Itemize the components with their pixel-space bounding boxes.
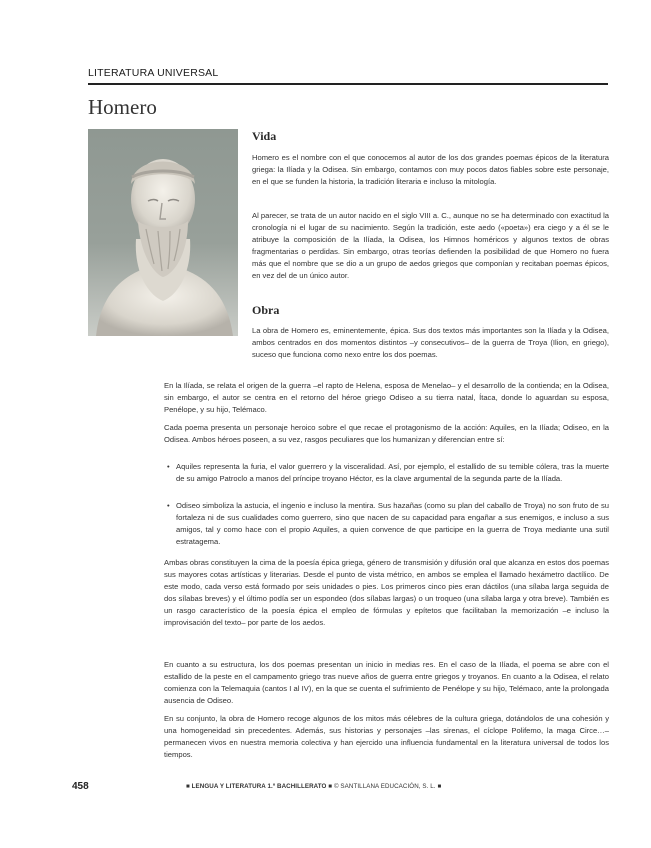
obra-paragraph-5: En cuanto a su estructura, los dos poemas presentan un inicio in medias res. En el caso de la Ilíada, el poema se abre con el estallido de la peste en el campamento griego tras nueve años de guerra entre griegos y troyanos. En cuanto a la Odisea, el relato comienza con la Telemaquia (cantos I al IV), en la que se cuenta el sufrimiento de Penélope y su hijo, Telémaco, ante la prolongada ausencia de Odiseo. <box>164 660 609 706</box>
bullet-text-odiseo: Odiseo simboliza la astucia, el ingenio e incluso la mentira. Sus hazañas (como su plan del caballo de Troya) no son fruto de su fortaleza ni de sus cualidades como guerrero, sino que nacen de su capacidad para engañar a sus enemigos, e incluso a sus amigos, tal y como hace con el propio Aquiles, a quien convence de que participe en la guerra de Troya mediante una sutil estratagema. <box>176 501 609 547</box>
footer-publisher: © SANTILLANA EDUCACIÓN, S. L. <box>333 783 436 790</box>
square-icon: ■ <box>186 783 190 790</box>
obra-paragraph-4: Ambas obras constituyen la cima de la poesía épica griega, género de transmisión y difusión oral que alcanza en estos dos poemas sus mayores cotas artísticas y literarias. Desde el punto de vista métrico, en ambos se emplea el llamado hexámetro dactílico. De este modo, cada verso está formado por seis unidades o pies. Los primeros cinco pies eran dáctilos (una sílaba larga seguida de dos sílabas breves) y el último podía ser un espondeo (dos sílabas largas) o un troqueo (una sílaba larga y otra breve). También es un rasgo característico de la poesía épica el empleo de fórmulas y epítetos que facilitaban la memorización –e incluso la improvisación del texto– por parte de los aedos. <box>164 558 609 628</box>
vida-paragraph-1: Homero es el nombre con el que conocemos al autor de los dos grandes poemas épicos de la literatura griega: la Ilíada y la Odisea. Sin embargo, contamos con muy pocos datos fiables sobre este personaje, en el que se funden la historia, la tradición literaria e incluso la mitología. <box>252 153 609 187</box>
list-item <box>167 500 609 548</box>
page-number: 458 <box>72 781 89 792</box>
bullet-text-aquiles: Aquiles representa la furia, el valor guerrero y la visceralidad. Así, por ejemplo, el estallido de su temible cólera, tras la muerte de su amigo Patroclo a manos del príncipe troyano Héctor, es la clave argumental de la segunda parte de la Ilíada. <box>176 462 609 484</box>
footer-credits <box>186 783 441 790</box>
vida-paragraph-2: Al parecer, se trata de un autor nacido en el siglo VIII a. C., aunque no se ha determinado con exactitud la cronología ni el lugar de su nacimiento. Según la tradición, este aedo («poeta») era ciego y a él se le atribuye la composición de la Ilíada, la Odisea, los Himnos homéricos y algunos textos de obras fragmentarias o perdidas. Sin embargo, otras teorías defienden la posibilidad de que Homero no fuera más que el nombre que se dio a un grupo de aedos griegos que componían y recitaban poemas épicos, en vez del de un único autor. <box>252 211 609 281</box>
section-title-vida: Vida <box>252 129 277 143</box>
list-item <box>167 461 609 485</box>
obra-paragraph-3: Cada poema presenta un personaje heroico sobre el que recae el protagonismo de la acción: Aquiles, en la Ilíada; Odiseo, en la Odisea. Ambos héroes poseen, a su vez, rasgos peculiares que los humanizan y diferencian entre sí: <box>164 423 609 445</box>
page-title: Homero <box>88 95 157 119</box>
section-title-obra: Obra <box>252 303 280 317</box>
section-label: LITERATURA UNIVERSAL <box>88 67 219 79</box>
footer-book: LENGUA Y LITERATURA 1.º BACHILLERATO <box>191 783 327 790</box>
obra-paragraph-6: En su conjunto, la obra de Homero recoge algunos de los mitos más célebres de la cultura griega, dotándolos de una cohesión y una homogeneidad sin precedentes. Además, sus historias y personajes –las sirenas, el cíclope Polifemo, la maga Circe…– permanecen vivos en nuestra memoria colectiva y han ejercido una influencia fundamental en la literatura universal de todos los tiempos. <box>164 714 609 760</box>
homer-bust-image <box>88 129 238 336</box>
bullet-icon: • <box>167 462 170 471</box>
header-divider <box>88 83 608 85</box>
square-icon: ■ <box>328 783 333 790</box>
obra-paragraph-1: La obra de Homero es, eminentemente, épica. Sus dos textos más importantes son la Ilíada y la Odisea, ambos centrados en dos momentos distintos –y consecutivos– de la guerra de Troya (Ilion, en griego), suceso que funciona como nexo entre los dos poemas. <box>252 326 609 360</box>
obra-paragraph-2: En la Ilíada, se relata el origen de la guerra –el rapto de Helena, esposa de Menelao– y el desarrollo de la contienda; en la Odisea, sin embargo, el autor se centra en el retorno del héroe griego Odiseo a su tierra natal, Ítaca, donde lo aguardan su esposa, Penélope, y su hijo, Telémaco. <box>164 381 609 415</box>
bullet-icon: • <box>167 501 170 510</box>
square-icon: ■ <box>437 783 442 790</box>
